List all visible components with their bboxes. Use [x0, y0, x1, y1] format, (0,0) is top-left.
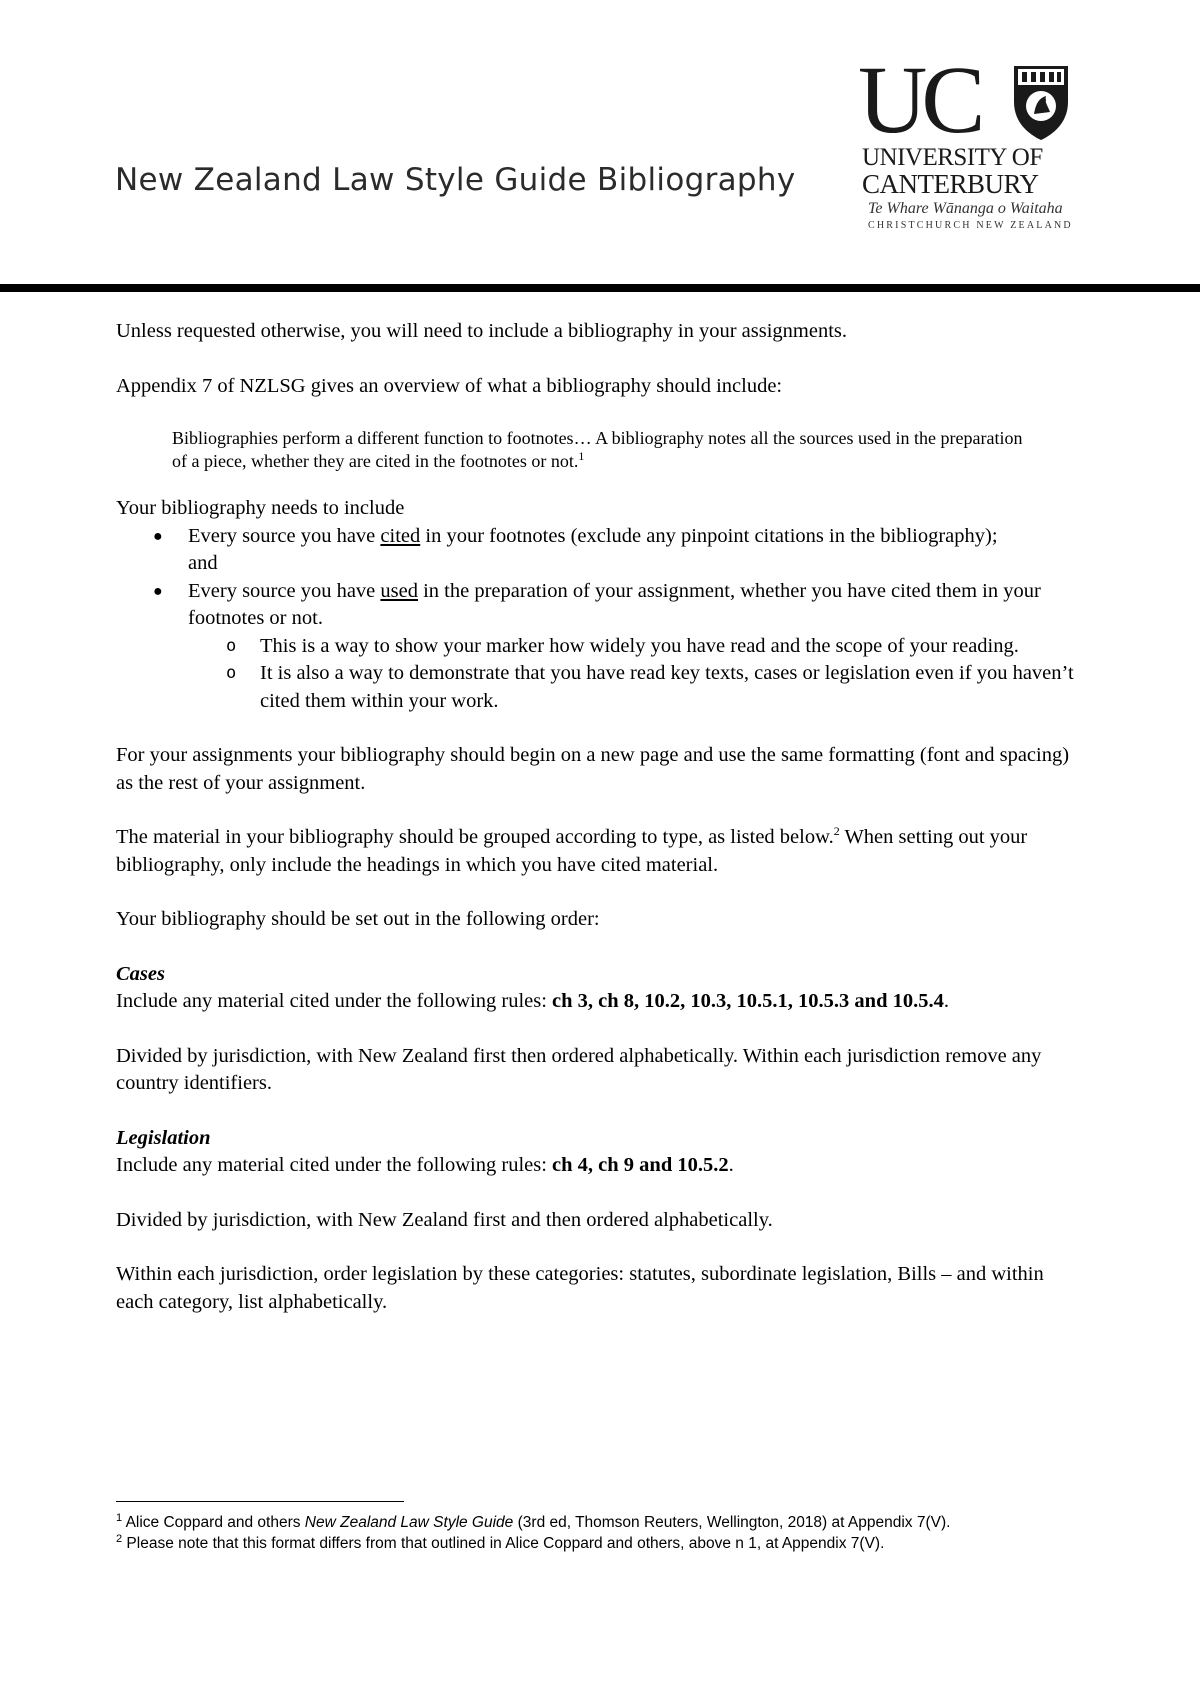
bullet1-post: in your footnotes (exclude any pinpoint citations in the bibliography);	[420, 524, 998, 547]
logo-canterbury: CANTERBURY	[862, 169, 1039, 199]
sub-item-2-text: It is also a way to demonstrate that you have read key texts, cases or legislation even if you haven’t cited them within your work.	[260, 662, 1074, 712]
sub-list	[188, 633, 1086, 716]
footnote-separator	[116, 1501, 404, 1502]
formatting-paragraph: For your assignments your bibliography should begin on a new page and use the same formatting (font and spacing) as the rest of your assignment.	[116, 744, 1070, 794]
crest-icon	[1010, 62, 1072, 142]
logo-maori-name: Te Whare Wānanga o Waitaha	[868, 200, 1063, 217]
cases-rules-bold: ch 3, ch 8, 10.2, 10.3, 10.5.1, 10.5.3 and 10.5.4	[552, 990, 944, 1012]
sub-bullet-icon: o	[226, 663, 237, 683]
legislation-divided: Divided by jurisdiction, with New Zealand first and then ordered alphabetically.	[116, 1208, 773, 1231]
header-divider	[0, 284, 1200, 292]
footnote-1	[116, 1512, 1086, 1533]
legislation-rules-pre: Include any material cited under the following rules:	[116, 1154, 553, 1176]
intro-paragraph: Unless requested otherwise, you will need to include a bibliography in your assignments.	[116, 320, 848, 342]
block-quote	[172, 427, 1032, 473]
bullet2-post: in the preparation of your assignment, whether you have cited them in your footnotes or not.	[188, 579, 1041, 629]
footnote-1-italic: New Zealand Law Style Guide	[304, 1514, 514, 1531]
sub-list-item	[226, 660, 1086, 715]
footnote-2-text: Please note that this format differs from that outlined in Alice Coppard and others, above n 1, at Appendix 7(V).	[122, 1535, 885, 1552]
grouping-text-pre: The material in your bibliography should be grouped according to type, as listed below.	[116, 826, 834, 848]
bullet1-and: and	[188, 552, 218, 574]
logo-university-of: UNIVERSITY OF	[862, 144, 1043, 171]
bullet1-underlined: cited	[380, 524, 421, 547]
logo-letters: UC	[858, 46, 980, 153]
requirements-list	[116, 523, 1086, 716]
sub-item-1-text: This is a way to show your marker how widely you have read and the scope of your reading.	[260, 634, 1019, 657]
footnote-2-number: 2	[116, 1532, 123, 1545]
quote-text: Bibliographies perform a different function to footnotes… A bibliography notes all the sources used in the preparation of a piece, whether they are cited in the footnotes or not.	[172, 428, 1023, 471]
list-intro: Your bibliography needs to include	[116, 497, 405, 519]
cases-rules-post: .	[943, 990, 949, 1012]
bullet1-pre: Every source you have	[188, 524, 381, 547]
list-item	[153, 578, 1086, 716]
bullet-icon: ●	[153, 527, 163, 545]
appendix-paragraph: Appendix 7 of NZLSG gives an overview of what a bibliography should include:	[116, 374, 783, 397]
bullet-icon: ●	[153, 582, 163, 600]
legislation-within: Within each jurisdiction, order legislation by these categories: statutes, subordinate legislation, Bills – and within each category, list alphabetically.	[116, 1263, 1044, 1313]
logo-city: CHRISTCHURCH NEW ZEALAND	[868, 220, 1073, 231]
cases-divided: Divided by jurisdiction, with New Zealand first then ordered alphabetically. Within each jurisdiction remove any country identifiers.	[116, 1044, 1042, 1094]
footnotes	[116, 1512, 1086, 1554]
page-title: New Zealand Law Style Guide Bibliography	[115, 162, 796, 198]
footnote-2	[116, 1533, 1086, 1554]
bullet2-underlined: used	[380, 579, 418, 602]
legislation-heading: Legislation	[116, 1126, 211, 1149]
university-logo	[858, 46, 1090, 236]
sub-list-item	[226, 633, 1086, 661]
cases-heading: Cases	[116, 962, 165, 985]
cases-rules-pre: Include any material cited under the following rules:	[116, 990, 553, 1012]
cases-rules	[116, 988, 1086, 1016]
page-header	[0, 0, 1200, 300]
footnote-1-pre: Alice Coppard and others	[122, 1514, 305, 1531]
legislation-rules-bold: ch 4, ch 9 and 10.5.2	[552, 1154, 729, 1176]
grouping-paragraph	[116, 824, 1086, 879]
list-item	[153, 523, 1086, 578]
legislation-rules	[116, 1152, 1086, 1180]
grouping-text-post: When setting out your bibliography, only include the headings in which you have cited material.	[116, 826, 1028, 876]
order-paragraph: Your bibliography should be set out in the following order:	[116, 908, 600, 930]
footnote-1-number: 1	[116, 1511, 123, 1524]
footnote-1-post: (3rd ed, Thomson Reuters, Wellington, 2018) at Appendix 7(V).	[513, 1514, 951, 1531]
footnote-ref-2[interactable]: 2	[833, 824, 840, 839]
sub-bullet-icon: o	[226, 635, 237, 656]
footnote-ref-1[interactable]: 1	[578, 449, 585, 463]
bullet2-pre: Every source you have	[188, 579, 381, 602]
document-body	[116, 318, 1086, 1343]
legislation-rules-post: .	[728, 1154, 734, 1176]
